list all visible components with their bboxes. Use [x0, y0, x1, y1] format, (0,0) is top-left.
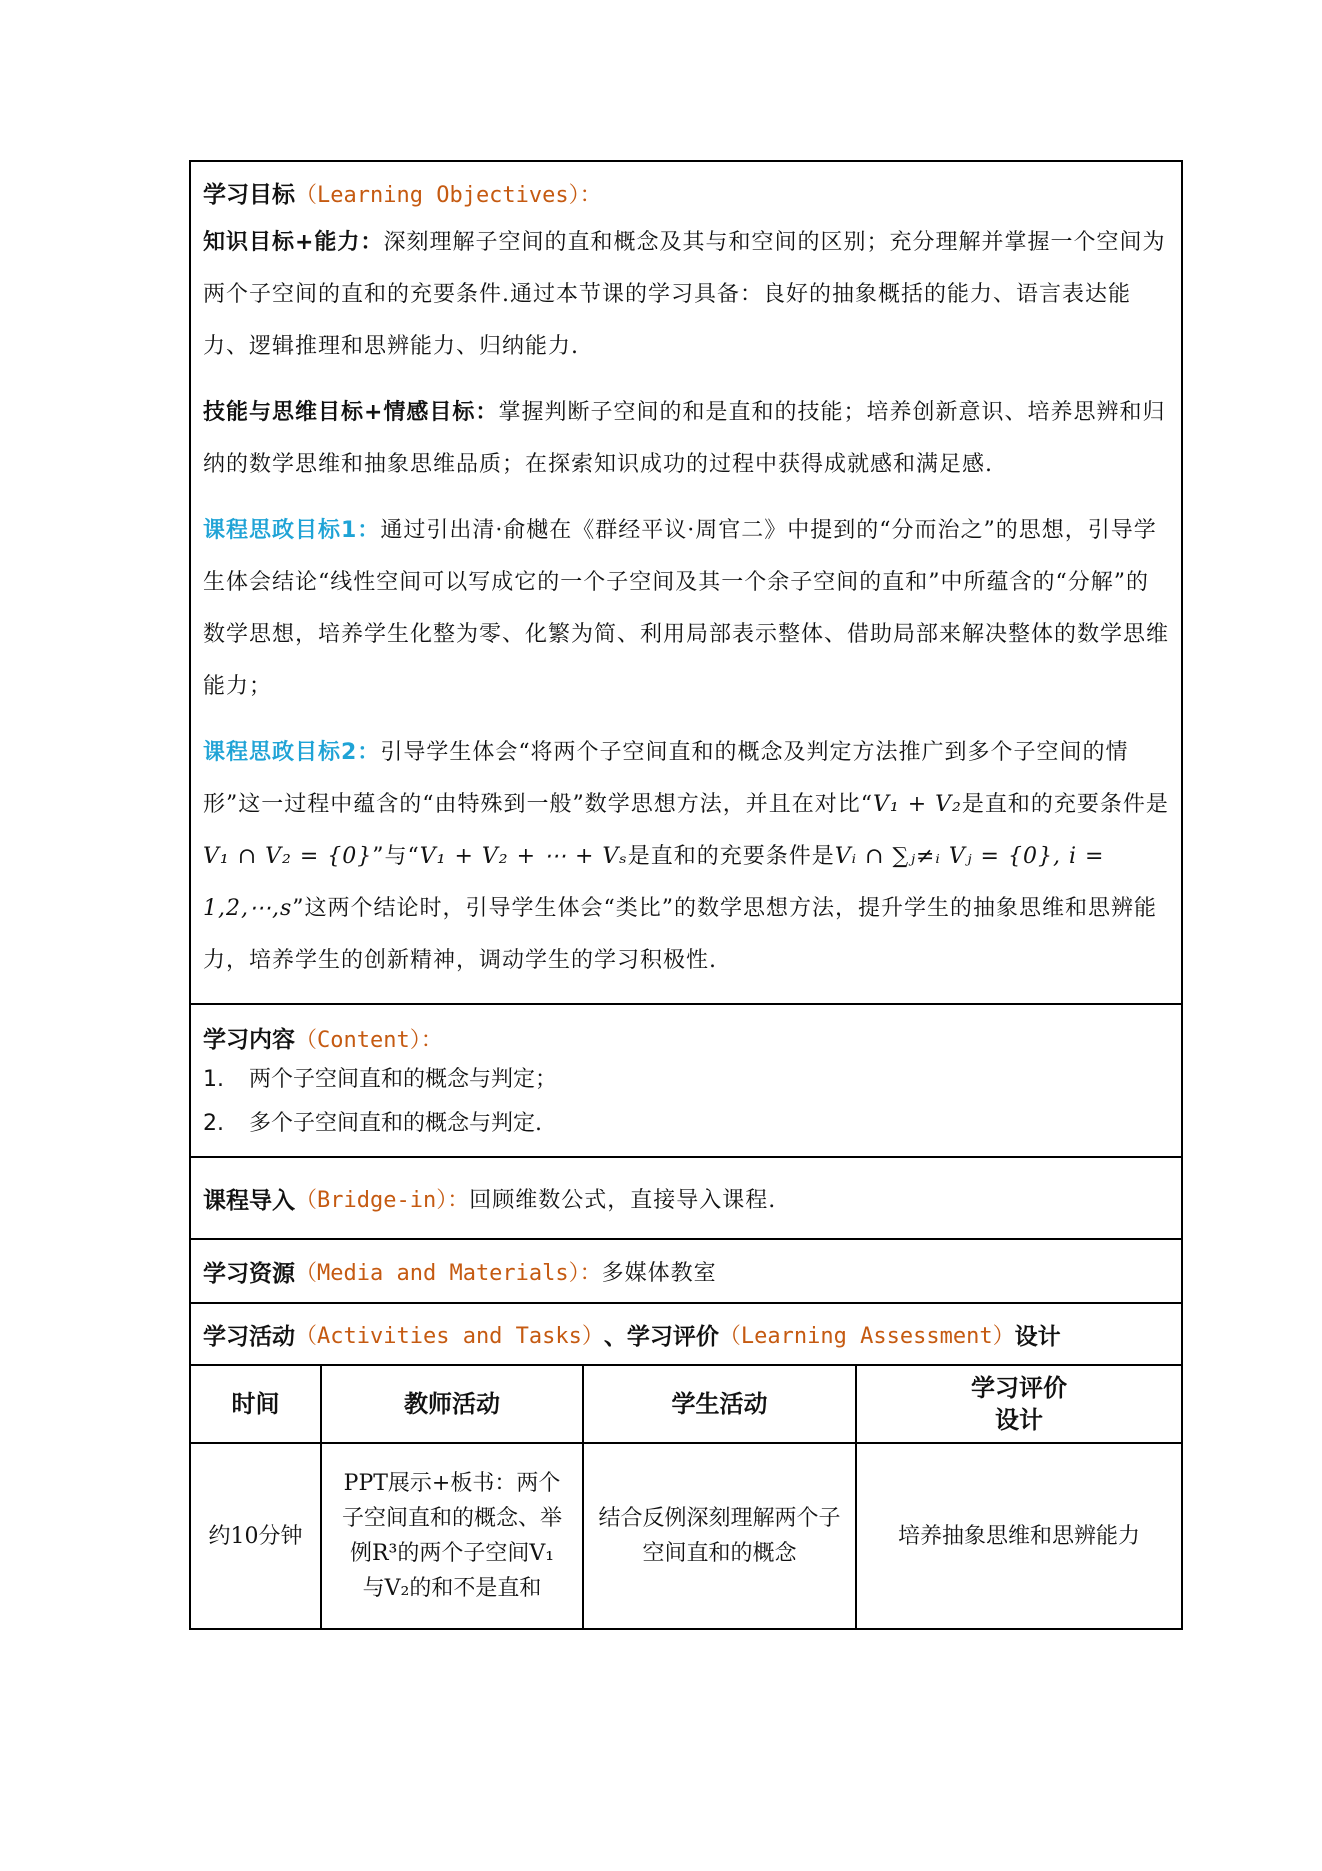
content-item: [203, 1102, 1169, 1146]
assessment-heading: 学习评价: [626, 1323, 719, 1350]
math-expression-1: V₁ + V₂: [873, 792, 962, 817]
row-assessment: [857, 1444, 1181, 1628]
row-assessment-text: 培养抽象思维和思辨能力: [897, 1523, 1140, 1549]
content-item-number: 2.: [203, 1111, 224, 1136]
objectives-heading-row: [203, 176, 1169, 209]
math-expression-2: V₁ ∩ V₂ = {0}: [203, 844, 373, 869]
assessment-heading-en: （Learning Assessment）: [718, 1323, 1015, 1349]
row-student-activity-text: 结合反例深刻理解两个子空间直和的概念: [598, 1506, 841, 1566]
media-text: 多媒体教室: [601, 1260, 717, 1286]
objective-ideology-1-text: 通过引出清·俞樾在《群经平议·周官二》中提到的“分而治之”的思想，引导学生体会结论“线性空间可以写成它的一个子空间及其一个余子空间的直和”中所蕴含的“分解”的数学思想，培养学生化整为零、化繁为简、利用局部表示整体、借助局部来解决整体的数学思维能力；: [203, 518, 1170, 699]
bridge-heading: 课程导入: [203, 1187, 295, 1214]
media-heading: 学习资源: [203, 1260, 295, 1287]
bridge-heading-en: （Bridge-in）：: [295, 1187, 470, 1213]
math-expression-4: Vᵢ ∩ ∑ⱼ≠ᵢ Vⱼ = {0}, i = 1,2,⋯,s: [203, 844, 1105, 921]
media-section: [191, 1240, 1181, 1304]
objectives-heading: 学习目标: [203, 182, 295, 208]
activities-separator: 、: [603, 1323, 627, 1350]
content-section: [191, 1005, 1181, 1158]
row-student-activity: [584, 1444, 857, 1628]
objective-skills-label: 技能与思维目标+情感目标：: [203, 400, 499, 425]
content-item-text: 两个子空间直和的概念与判定；: [249, 1067, 558, 1092]
objective-ideology-2-text-a: 引导学生体会“将两个子空间直和的概念及判定方法推广到多个子空间的情形”这一过程中蕴含的“由特殊到一般”数学思想方法，并且在对比“: [203, 740, 1129, 817]
activity-table-header: [191, 1366, 1181, 1444]
column-header-assessment-text: 学习评价设计: [971, 1374, 1067, 1434]
media-heading-en: （Media and Materials）：: [295, 1260, 602, 1286]
math-expression-3: V₁ + V₂ + ⋯ + Vₛ: [419, 844, 628, 869]
objective-ideology-2-text-c: ”与“: [372, 844, 420, 869]
objective-skills-text: 掌握判断子空间的和是直和的技能；培养创新意识、培养思辨和归纳的数学思维和抽象思维品质；在探索知识成功的过程中获得成就感和满足感.: [203, 400, 1166, 477]
lesson-plan-table: [189, 160, 1183, 1630]
bridge-section: [191, 1158, 1181, 1240]
row-teacher-activity-text: PPT展示+板书：两个子空间直和的概念、举例R³的两个子空间V₁与V₂的和不是直和: [341, 1471, 562, 1601]
objective-ideology-2-text-d: 是直和的充要条件是: [627, 844, 835, 869]
objective-knowledge: [203, 217, 1169, 373]
objective-knowledge-label: 知识目标+能力：: [203, 230, 384, 255]
objective-ideology-1: [203, 505, 1169, 713]
content-item-number: 1.: [203, 1067, 224, 1092]
activities-heading: 学习活动: [203, 1323, 295, 1350]
column-header-assessment: [857, 1366, 1181, 1442]
activity-table: [191, 1366, 1181, 1628]
objective-ideology-2: [203, 727, 1169, 987]
objective-skills: [203, 387, 1169, 491]
column-header-teacher: 教师活动: [322, 1366, 584, 1442]
content-heading-row: [203, 1021, 1169, 1054]
activities-heading-en: （Activities and Tasks）: [295, 1323, 604, 1349]
column-header-time: 时间: [191, 1366, 322, 1442]
table-row: [191, 1444, 1181, 1628]
objectives-section: [191, 162, 1181, 1005]
objective-knowledge-text: 深刻理解子空间的直和概念及其与和空间的区别；充分理解并掌握一个空间为两个子空间的直和的充要条件.通过本节课的学习具备：良好的抽象概括的能力、语言表达能力、逻辑推理和思辨能力、归纳能力.: [203, 230, 1166, 359]
bridge-text: 回顾维数公式，直接导入课程.: [469, 1187, 777, 1213]
content-heading-en: （Content）：: [295, 1028, 443, 1053]
content-item-text: 多个子空间直和的概念与判定.: [249, 1111, 542, 1136]
row-teacher-activity: [322, 1444, 584, 1628]
row-time: 约10分钟: [191, 1444, 322, 1628]
objective-ideology-1-label: 课程思政目标1：: [203, 518, 381, 543]
objective-ideology-2-text-e: ”这两个结论时，引导学生体会“类比”的数学思想方法，提升学生的抽象思维和思辨能力，培养学生的创新精神，调动学生的学习积极性.: [203, 896, 1158, 973]
objective-ideology-2-text-b: 是直和的充要条件是: [961, 792, 1169, 817]
design-heading: 设计: [1014, 1323, 1061, 1350]
activities-section: [191, 1304, 1181, 1366]
objectives-heading-en: （Learning Objectives）：: [295, 183, 602, 208]
column-header-student: 学生活动: [584, 1366, 857, 1442]
objective-ideology-2-label: 课程思政目标2：: [203, 740, 381, 765]
content-item: [203, 1058, 1169, 1102]
content-heading: 学习内容: [203, 1027, 295, 1053]
